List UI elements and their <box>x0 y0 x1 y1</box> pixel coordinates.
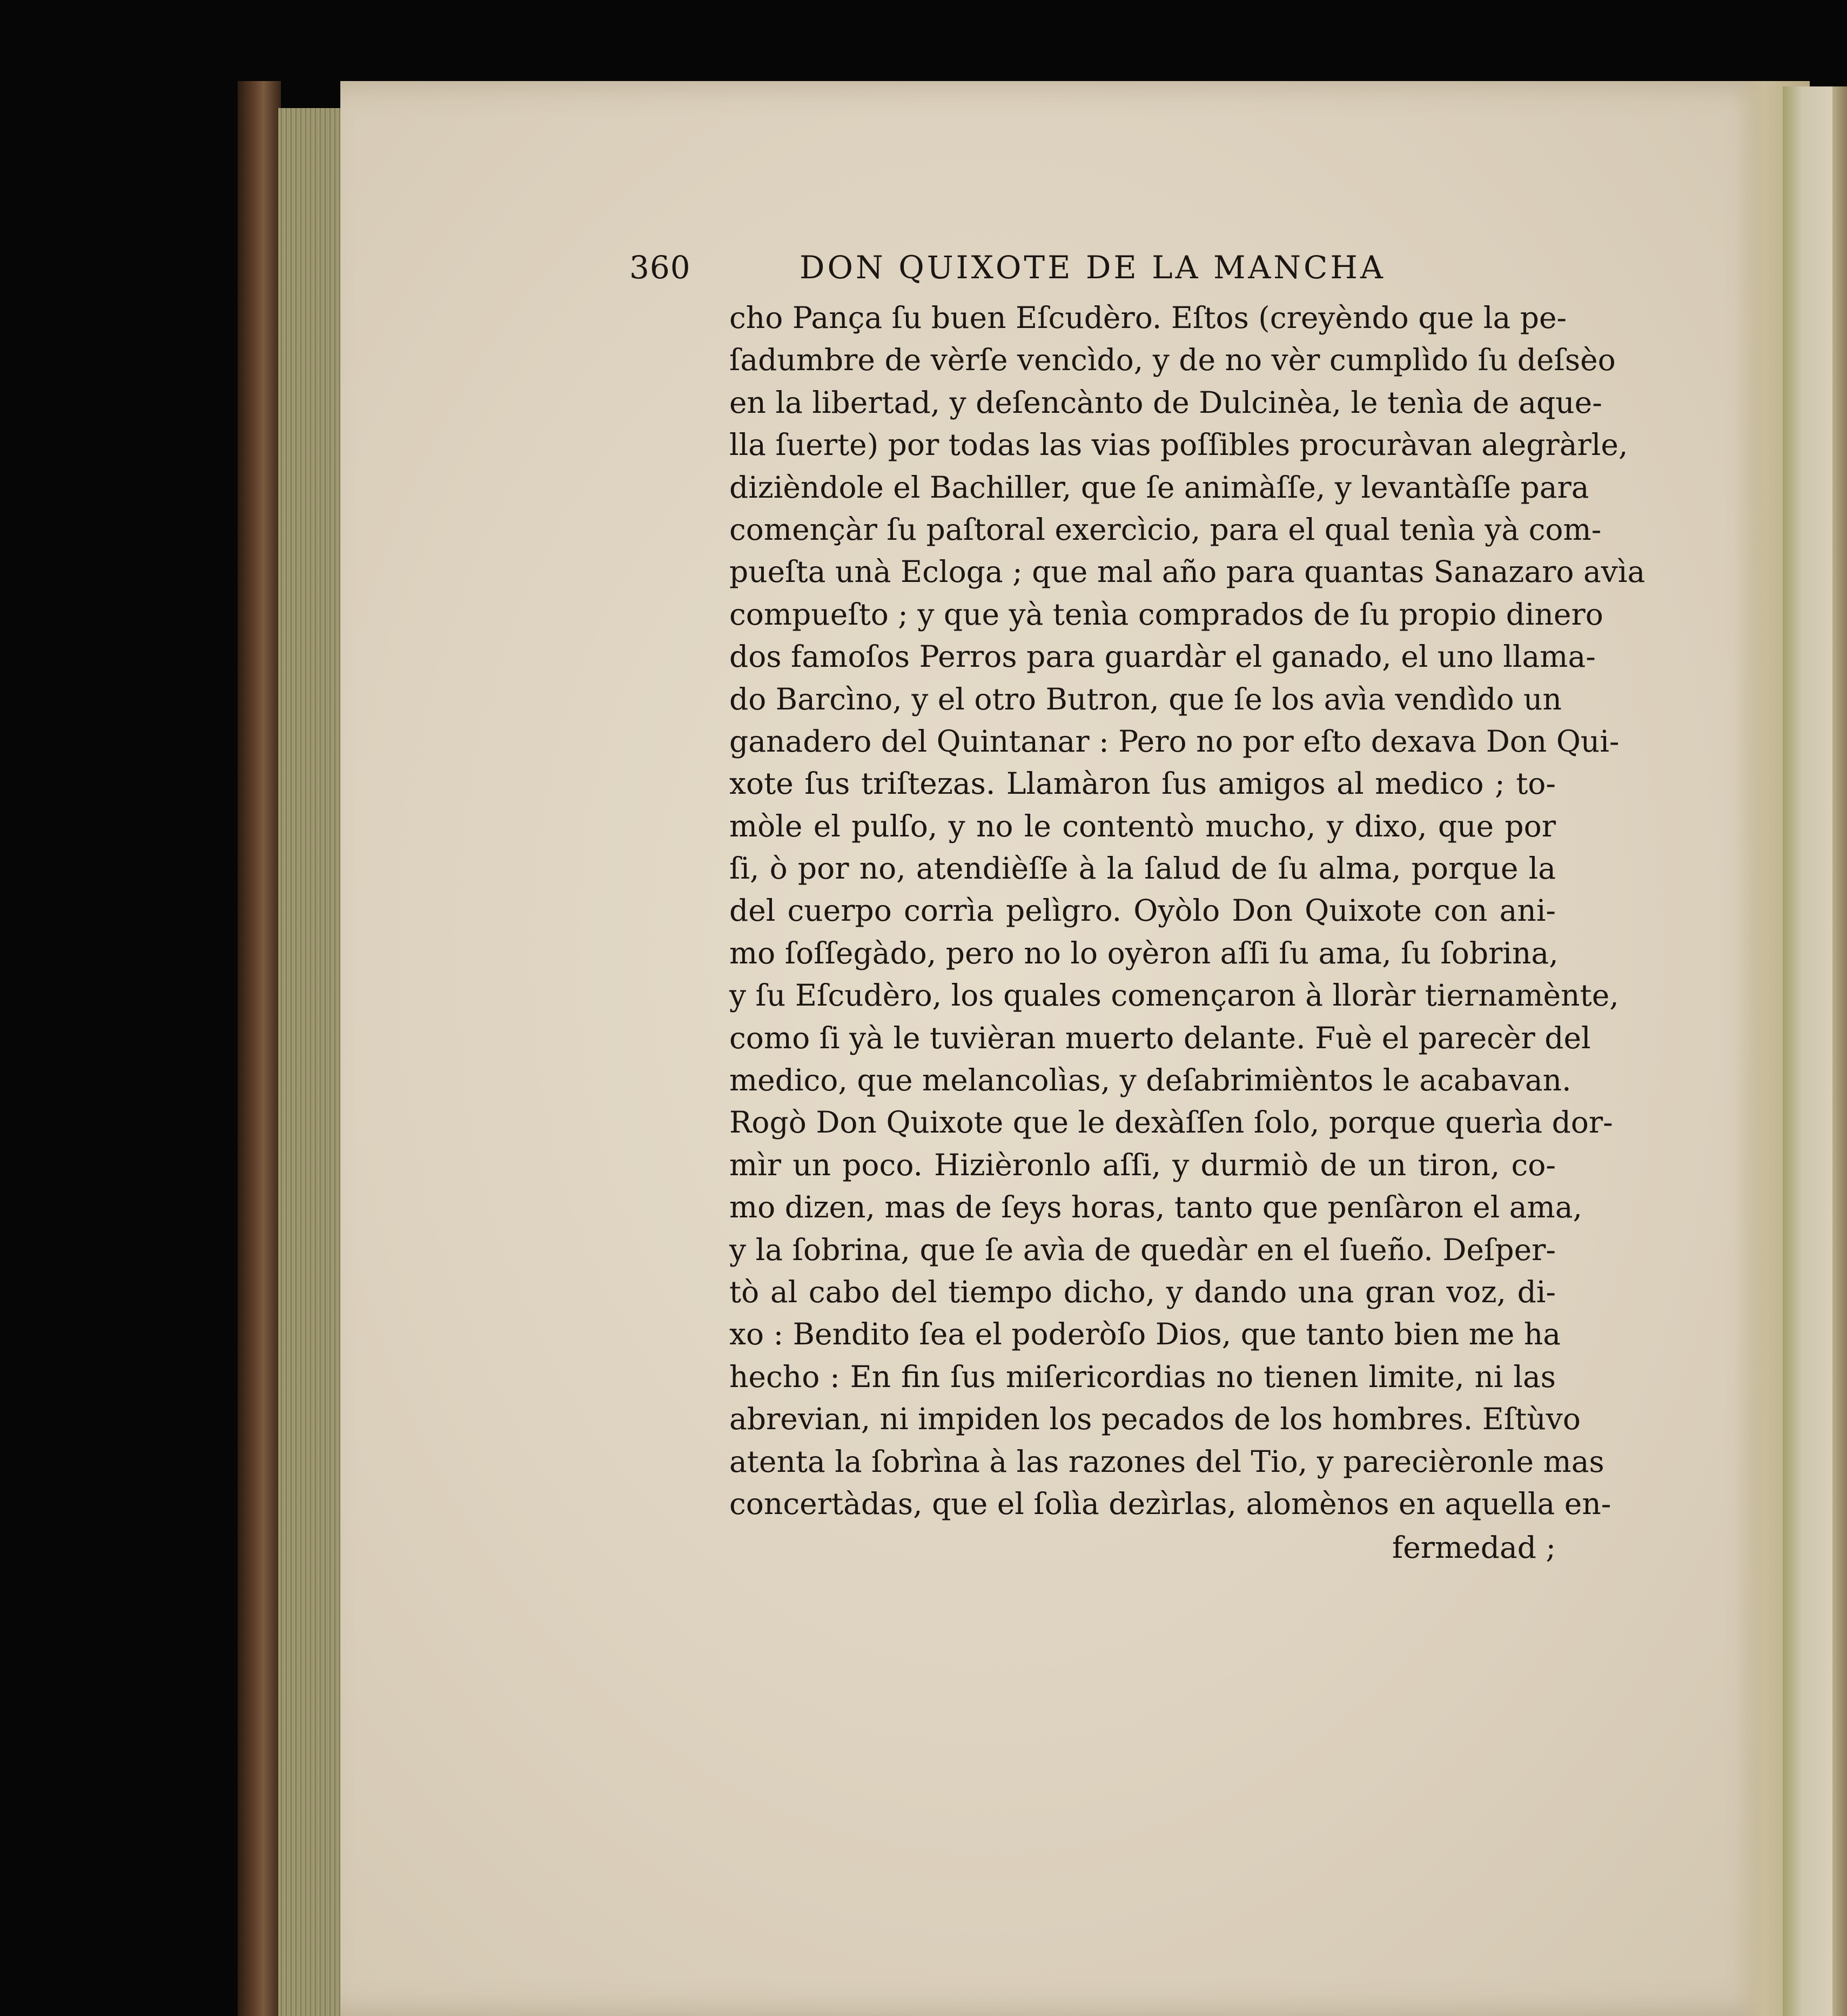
page-block-edge <box>278 108 343 2016</box>
text-line: Rogò Don Quixote que le dexàſſen ſolo, porque querìa dor- <box>729 1105 1613 1140</box>
page-header <box>629 246 1556 294</box>
text-line: medico, que melancolìas, y deſabrimièntos le acabavan. <box>729 1063 1571 1098</box>
text-line: mìr un poco. Hizièronlo aſſi, y durmiò de un tiron, co- <box>729 1147 1556 1182</box>
text-line: dizièndole el Bachiller, que ſe animàſſe, y levantàſſe para <box>729 470 1589 505</box>
text-line: hecho : En fin ſus miſericordias no tienen limite, ni las <box>729 1359 1556 1394</box>
text-line: concertàdas, que el ſolìa dezìrlas, alomènos en aquella en- <box>729 1486 1611 1521</box>
text-line: xote ſus triſtezas. Llamàron ſus amigos al medico ; to- <box>729 766 1556 801</box>
text-line: y la ſobrina, que ſe avìa de quedàr en el ſueño. Deſper- <box>729 1232 1556 1267</box>
text-line: dos famoſos Perros para guardàr el ganado, el uno llama- <box>729 639 1596 674</box>
facing-page-edge <box>1832 86 1847 2016</box>
catchword: fermedad ; <box>1392 1530 1556 1565</box>
text-line: del cuerpo corrìa pelìgro. Oyòlo Don Quixote con ani- <box>729 893 1556 928</box>
text-line: do Barcìno, y el otro Butron, que ſe los avìa vendìdo un <box>729 681 1562 716</box>
text-line: compueſto ; y que yà tenìa comprados de ſu propio dinero <box>729 597 1603 632</box>
text-line: como ſi yà le tuvièran muerto delante. Fuè el parecèr del <box>729 1020 1591 1055</box>
text-line: pueſta unà Ecloga ; que mal año para quantas Sanazaro avìa <box>729 554 1645 590</box>
text-line: ſi, ò por no, atendièſſe à la ſalud de ſu alma, porque la <box>729 851 1556 886</box>
text-line: ſadumbre de vèrſe vencìdo, y de no vèr cumplìdo ſu deſsèo <box>729 343 1616 378</box>
text-line: mo dizen, mas de ſeys horas, tanto que penſàron el ama, <box>729 1190 1582 1225</box>
text-line: atenta la ſobrìna à las razones del Tio, y parecièronle mas <box>729 1444 1604 1479</box>
text-block <box>629 246 1645 1569</box>
text-line: ganadero del Quintanar : Pero no por eſto dexava Don Qui- <box>729 724 1620 759</box>
text-line: y ſu Eſcudèro, los quales començaron à lloràr tiernamènte, <box>729 978 1619 1013</box>
text-line: cho Pança ſu buen Eſcudèro. Eſtos (creyèndo que la pe- <box>729 300 1567 335</box>
text-line: mòle el pulſo, y no le contentò mucho, y dixo, que por <box>729 808 1556 843</box>
text-line: abrevian, ni impiden los pecados de los hombres. Eſtùvo <box>729 1402 1581 1437</box>
text-line: mo ſoſſegàdo, pero no lo oyèron aſſi ſu ama, ſu ſobrina, <box>729 935 1559 970</box>
text-line: començàr ſu paſtoral exercìcio, para el qual tenìa yà com- <box>729 512 1602 547</box>
text-line: xo : Bendito ſea el poderòſo Dios, que tanto bien me ha <box>729 1317 1561 1352</box>
running-title: DON QUIXOTE DE LA MANCHA <box>800 249 1386 286</box>
text-line: en la libertad, y deſencànto de Dulcinèa, le tenìa de aque- <box>729 385 1602 420</box>
book-cover-edge <box>238 81 281 2016</box>
page-number: 360 <box>629 249 691 286</box>
text-line: lla ſuerte) por todas las vias poſſibles procuràvan alegràrle, <box>729 427 1628 463</box>
body-text <box>729 297 1645 1525</box>
text-line: tò al cabo del tiempo dicho, y dando una gran voz, di- <box>729 1274 1556 1309</box>
